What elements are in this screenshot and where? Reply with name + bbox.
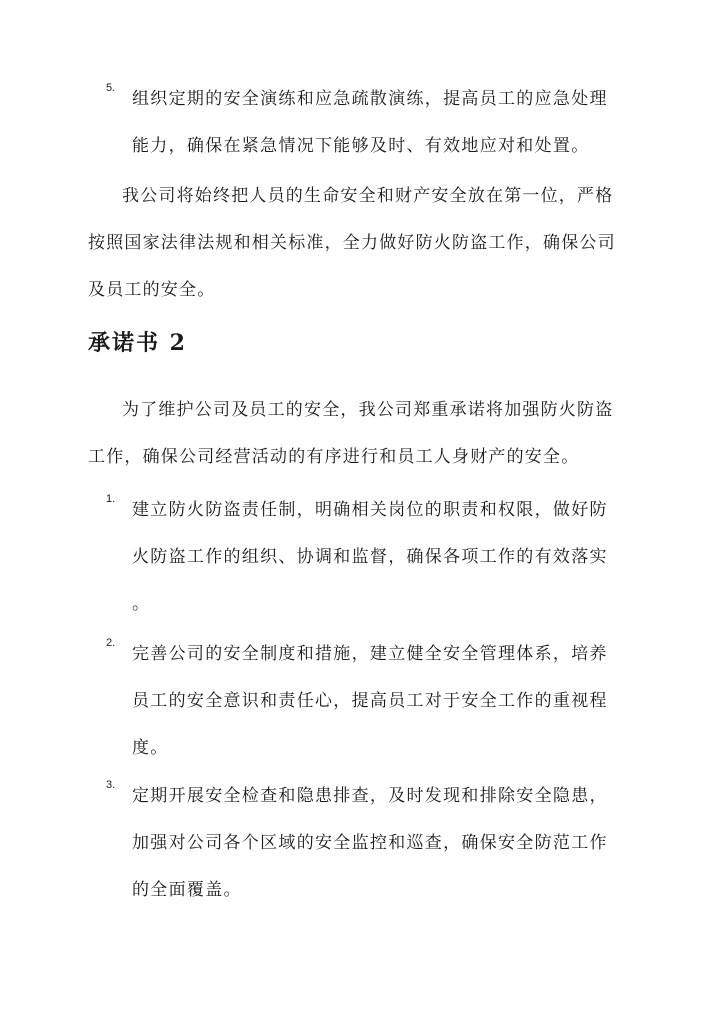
list-line: 加强对公司各个区域的安全监控和巡查，确保安全防范工作 xyxy=(132,833,608,853)
list-line: 火防盗工作的组织、协调和监督，确保各项工作的有效落实 xyxy=(132,547,608,567)
list-number: 1. xyxy=(106,493,116,505)
list-item-2 xyxy=(106,631,636,772)
list-item-1 xyxy=(106,487,636,628)
list-item-text xyxy=(132,773,636,914)
paragraph-line: 按照国家法律法规和相关标准，全力做好防火防盗工作，确保公司 xyxy=(88,233,616,253)
list-line: 度。 xyxy=(132,738,169,758)
paragraph-line: 工作，确保公司经营活动的有序进行和员工人身财产的安全。 xyxy=(88,447,580,467)
closing-paragraph xyxy=(88,173,648,314)
list-line: 组织定期的安全演练和应急疏散演练，提高员工的应急处理 xyxy=(132,89,608,109)
list-item-3 xyxy=(106,773,636,914)
section-heading: 承诺书 2 xyxy=(88,330,187,356)
list-item-text xyxy=(132,76,636,170)
list-line: 。 xyxy=(132,594,151,614)
list-line: 的全面覆盖。 xyxy=(132,880,242,900)
list-item-text xyxy=(132,487,636,628)
list-item-5 xyxy=(106,76,636,170)
list-number: 5. xyxy=(106,82,116,94)
list-line: 能力，确保在紧急情况下能够及时、有效地应对和处置。 xyxy=(132,136,590,156)
list-line: 建立防火防盗责任制，明确相关岗位的职责和权限，做好防 xyxy=(132,500,608,520)
list-line: 定期开展安全检查和隐患排查，及时发现和排除安全隐患， xyxy=(132,786,608,806)
intro-paragraph xyxy=(88,387,648,481)
paragraph-line: 及员工的安全。 xyxy=(88,280,216,300)
list-number: 2. xyxy=(106,637,116,649)
list-item-text xyxy=(132,631,636,772)
list-number: 3. xyxy=(106,779,116,791)
list-line: 员工的安全意识和责任心，提高员工对于安全工作的重视程 xyxy=(132,691,608,711)
list-line: 完善公司的安全制度和措施，建立健全安全管理体系，培养 xyxy=(132,644,608,664)
paragraph-line: 为了维护公司及员工的安全，我公司郑重承诺将加强防火防盗 xyxy=(122,400,614,420)
paragraph-line: 我公司将始终把人员的生命安全和财产安全放在第一位，严格 xyxy=(122,186,614,206)
